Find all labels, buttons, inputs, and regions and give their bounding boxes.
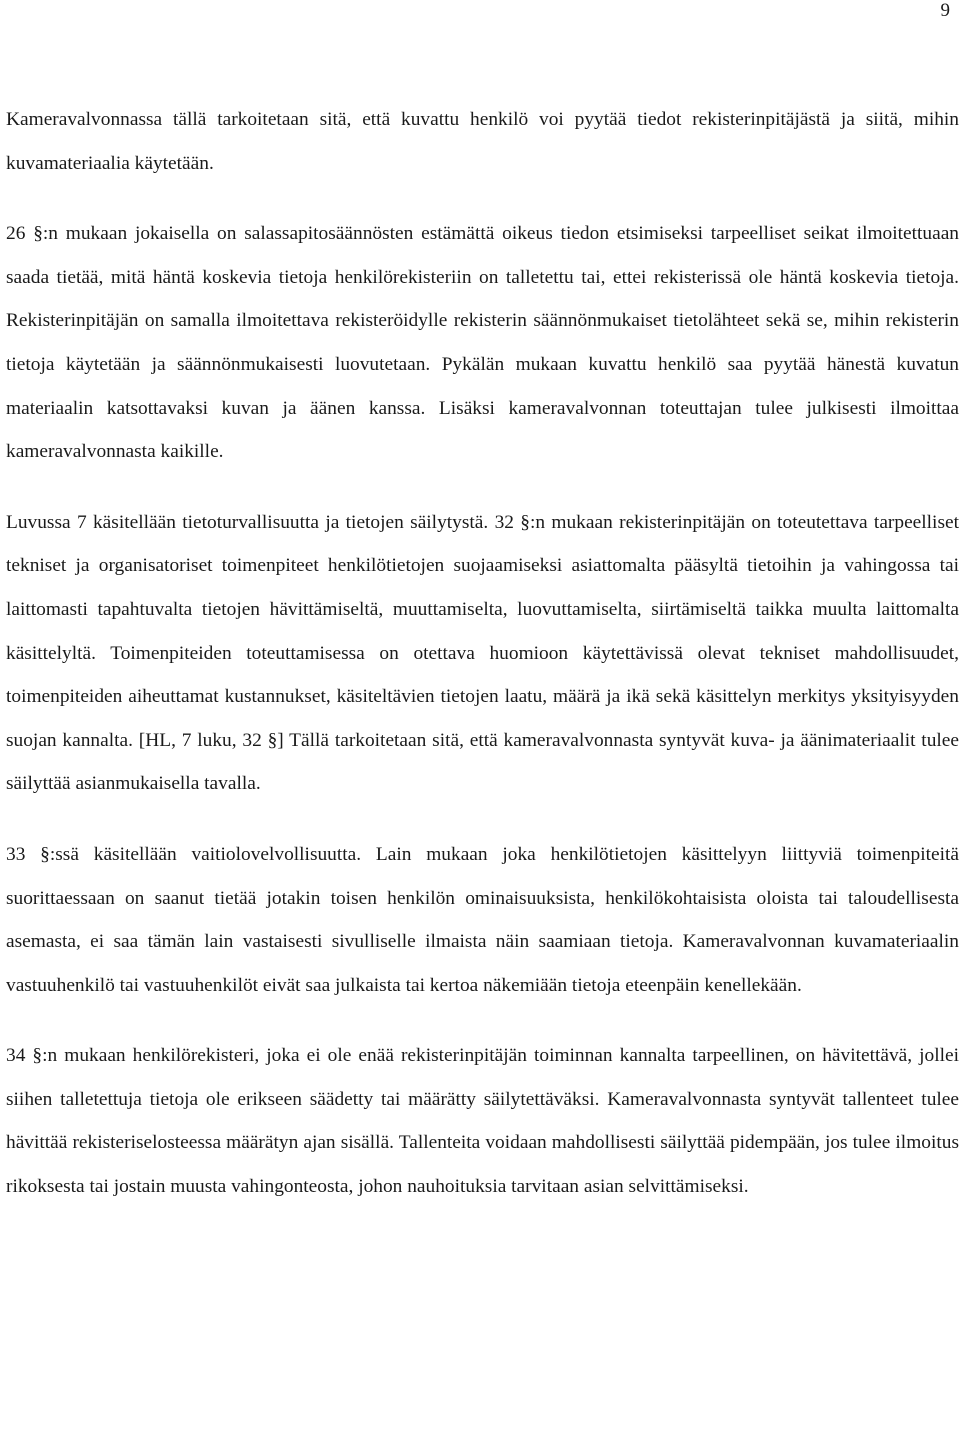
paragraph-section-26: 26 §:n mukaan jokaisella on salassapitosäännösten estämättä oikeus tiedon etsimiseksi tarpeelliset seikat ilmoitettuaan saada tietää, mitä häntä koskevia tietoja henkilörekisteriin on talletettu tai, ettei rekisterissä ole häntä koskevia tietoja. Rekisterinpitäjän on samalla ilmoitettava rekisteröidylle rekisterin säännönmukaiset tietolähteet sekä se, mihin rekisterin tietoja käytetään ja säännönmukaisesti luovutetaan. Pykälän mukaan kuvattu henkilö saa pyytää hänestä kuvatun materiaalin katsottavaksi kuvan ja äänen kanssa. Lisäksi kameravalvonnan toteuttajan tulee julkisesti ilmoittaa kameravalvonnasta kaikille.	[6, 223, 959, 463]
paragraph-chapter-7-section-32: Luvussa 7 käsitellään tietoturvallisuutta ja tietojen säilytystä. 32 §:n mukaan rekisterinpitäjän on toteutettava tarpeelliset tekniset ja organisatoriset toimenpiteet henkilötietojen suojaamiseksi asiattomalta pääsyltä tietoihin ja vahingossa tai laittomasti tapahtuvalta tietojen hävittämiseltä, muuttamiselta, luovuttamiselta, siirtämiseltä taikka muulta laittomalta käsittelyltä. Toimenpiteiden toteuttamisessa on otettava huomioon käytettävissä olevat tekniset mahdollisuudet, toimenpiteiden aiheuttamat kustannukset, käsiteltävien tietojen laatu, määrä ja ikä sekä käsittelyn merkitys yksityisyyden suojan kannalta. [HL, 7 luku, 32 §] Tällä tarkoitetaan sitä, että kameravalvonnasta syntyvät kuva- ja äänimateriaalit tulee säilyttää asianmukaisella tavalla.	[6, 511, 959, 795]
paragraph-section-33: 33 §:ssä käsitellään vaitiolovelvollisuutta. Lain mukaan joka henkilötietojen käsittelyyn liittyviä toimenpiteitä suorittaessaan on saanut tietää jotakin toisen henkilön ominaisuuksista, henkilökohtaisista oloista tai taloudellisesta asemasta, ei saa tämän lain vastaisesti sivulliselle ilmaista näin saamiaan tietoja. Kameravalvonnan kuvamateriaalin vastuuhenkilö tai vastuuhenkilöt eivät saa julkaista tai kertoa näkemiään tietoja eteenpäin kenellekään.	[6, 843, 959, 996]
paragraph-gap	[6, 806, 959, 833]
document-body	[6, 98, 959, 1209]
page-number: 9	[940, 0, 950, 21]
paragraph-camera-surveillance-definition: Kameravalvonnassa tällä tarkoitetaan sitä, että kuvattu henkilö voi pyytää tiedot rekisterinpitäjästä ja siitä, mihin kuvamateriaalia käytetään.	[6, 109, 959, 174]
paragraph-gap	[6, 185, 959, 212]
paragraph-section-34: 34 §:n mukaan henkilörekisteri, joka ei ole enää rekisterinpitäjän toiminnan kannalta tarpeellinen, on hävitettävä, jollei siihen talletettuja tietoja ole erikseen säädetty tai määrätty säilytettäväksi. Kameravalvonnasta syntyvät tallenteet tulee hävittää rekisteriselosteessa määrätyn ajan sisällä. Tallenteita voidaan mahdollisesti säilyttää pidempään, jos tulee ilmoitus rikoksesta tai jostain muusta vahingonteosta, johon nauhoituksia tarvitaan asian selvittämiseksi.	[6, 1045, 959, 1198]
paragraph-gap	[6, 1007, 959, 1034]
paragraph-gap	[6, 474, 959, 501]
